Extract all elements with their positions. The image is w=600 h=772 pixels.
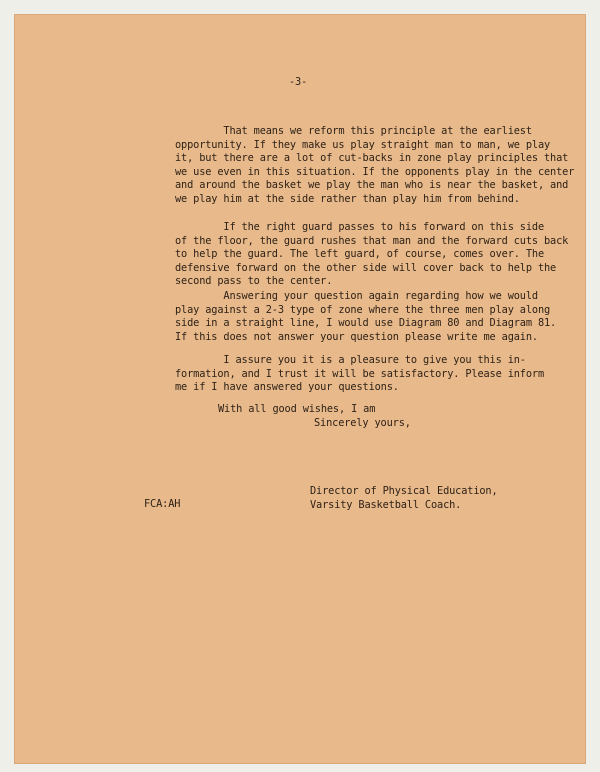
paragraph-guard-play: If the right guard passes to his forward on this side of the floor, the guard rushes that man and the forward cuts back to help the guard. The left guard, of course, comes over. The defensive forward on the other side will cover back to help the second pass to the center. bbox=[175, 221, 569, 288]
signature-title-block: Director of Physical Education, Varsity Basketball Coach. bbox=[310, 485, 498, 511]
paragraph-diagram-reference: Answering your question again regarding how we would play against a 2-3 type of zone where the three men play along side in a straight line, I would use Diagram 80 and Diagram 81. If this does not answer your question please write me again. bbox=[175, 290, 557, 343]
sign-off: Sincerely yours, bbox=[314, 417, 411, 429]
paragraph-zone-principle: That means we reform this principle at the earliest opportunity. If they make us play straight man to man, we play it, but there are a lot of cut-backs in zone play principles that we use even in this situation. If the opponents play in the center and around the basket we play the man who is near the basket, and we play him at the side rather than play him from behind. bbox=[175, 125, 575, 205]
paragraph-assurance: I assure you it is a pleasure to give you this in- formation, and I trust it will be satisfactory. Please inform me if I have answered your questions. bbox=[175, 354, 545, 394]
closing-line: With all good wishes, I am bbox=[218, 403, 376, 415]
page-number: -3- bbox=[289, 76, 308, 88]
reference-initials: FCA:AH bbox=[144, 498, 181, 510]
